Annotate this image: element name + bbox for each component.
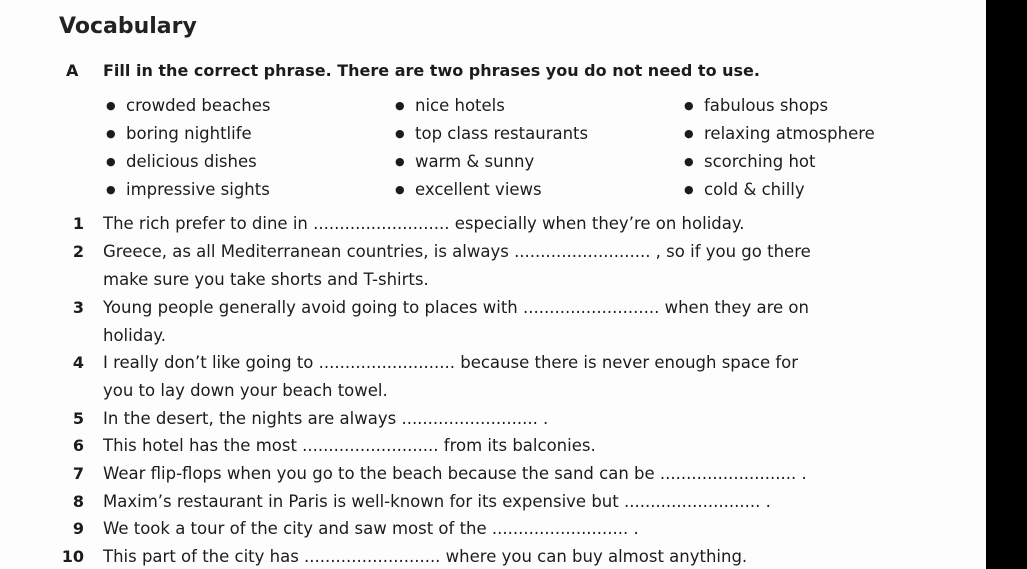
item-number: 4 (72, 353, 84, 372)
phrase-item: ● crowded beaches (126, 96, 270, 115)
page-title: Vocabulary (59, 14, 197, 39)
phrase-item: ● warm & sunny (415, 152, 534, 171)
item-number: 3 (72, 298, 84, 317)
item-number: 5 (72, 409, 84, 428)
phrase-item: ● delicious dishes (126, 152, 257, 171)
item-number: 9 (72, 519, 84, 538)
section-instruction: Fill in the correct phrase. There are two phrases you do not need to use. (103, 61, 760, 80)
phrase-item: ● scorching hot (704, 152, 816, 171)
item-sentence: We took a tour of the city and saw most of the .......................... . (103, 519, 639, 538)
item-number: 8 (72, 492, 84, 511)
page-edge-border (986, 0, 1027, 569)
phrase-item: ● boring nightlife (126, 124, 252, 143)
item-sentence-continued: holiday. (103, 326, 166, 345)
item-number: 10 (61, 547, 84, 566)
item-number: 6 (72, 436, 84, 455)
item-sentence: Young people generally avoid going to places with .......................... when they are on (103, 298, 809, 317)
item-sentence: Wear flip-flops when you go to the beach because the sand can be .......................... . (103, 464, 807, 483)
phrase-item: ● impressive sights (126, 180, 270, 199)
section-letter: A (66, 61, 79, 80)
item-sentence: This hotel has the most .......................... from its balconies. (103, 436, 596, 455)
item-sentence: I really don’t like going to .......................... because there is never enough space for (103, 353, 799, 372)
item-sentence: Greece, as all Mediterranean countries, is always .......................... , so if you go there (103, 242, 811, 261)
item-sentence-continued: you to lay down your beach towel. (103, 381, 388, 400)
item-sentence: This part of the city has .......................... where you can buy almost anything. (103, 547, 748, 566)
phrase-item: ● top class restaurants (415, 124, 588, 143)
item-sentence: The rich prefer to dine in .......................... especially when they’re on holiday. (103, 214, 745, 233)
phrase-item: ● excellent views (415, 180, 542, 199)
item-sentence-continued: make sure you take shorts and T-shirts. (103, 270, 429, 289)
item-sentence: In the desert, the nights are always .......................... . (103, 409, 549, 428)
phrase-item: ● relaxing atmosphere (704, 124, 875, 143)
phrase-item: ● fabulous shops (704, 96, 828, 115)
item-number: 7 (72, 464, 84, 483)
item-sentence: Maxim’s restaurant in Paris is well-known for its expensive but .......................... . (103, 492, 771, 511)
phrase-item: ● nice hotels (415, 96, 505, 115)
item-number: 1 (72, 214, 84, 233)
phrase-item: ● cold & chilly (704, 180, 805, 199)
item-number: 2 (72, 242, 84, 261)
